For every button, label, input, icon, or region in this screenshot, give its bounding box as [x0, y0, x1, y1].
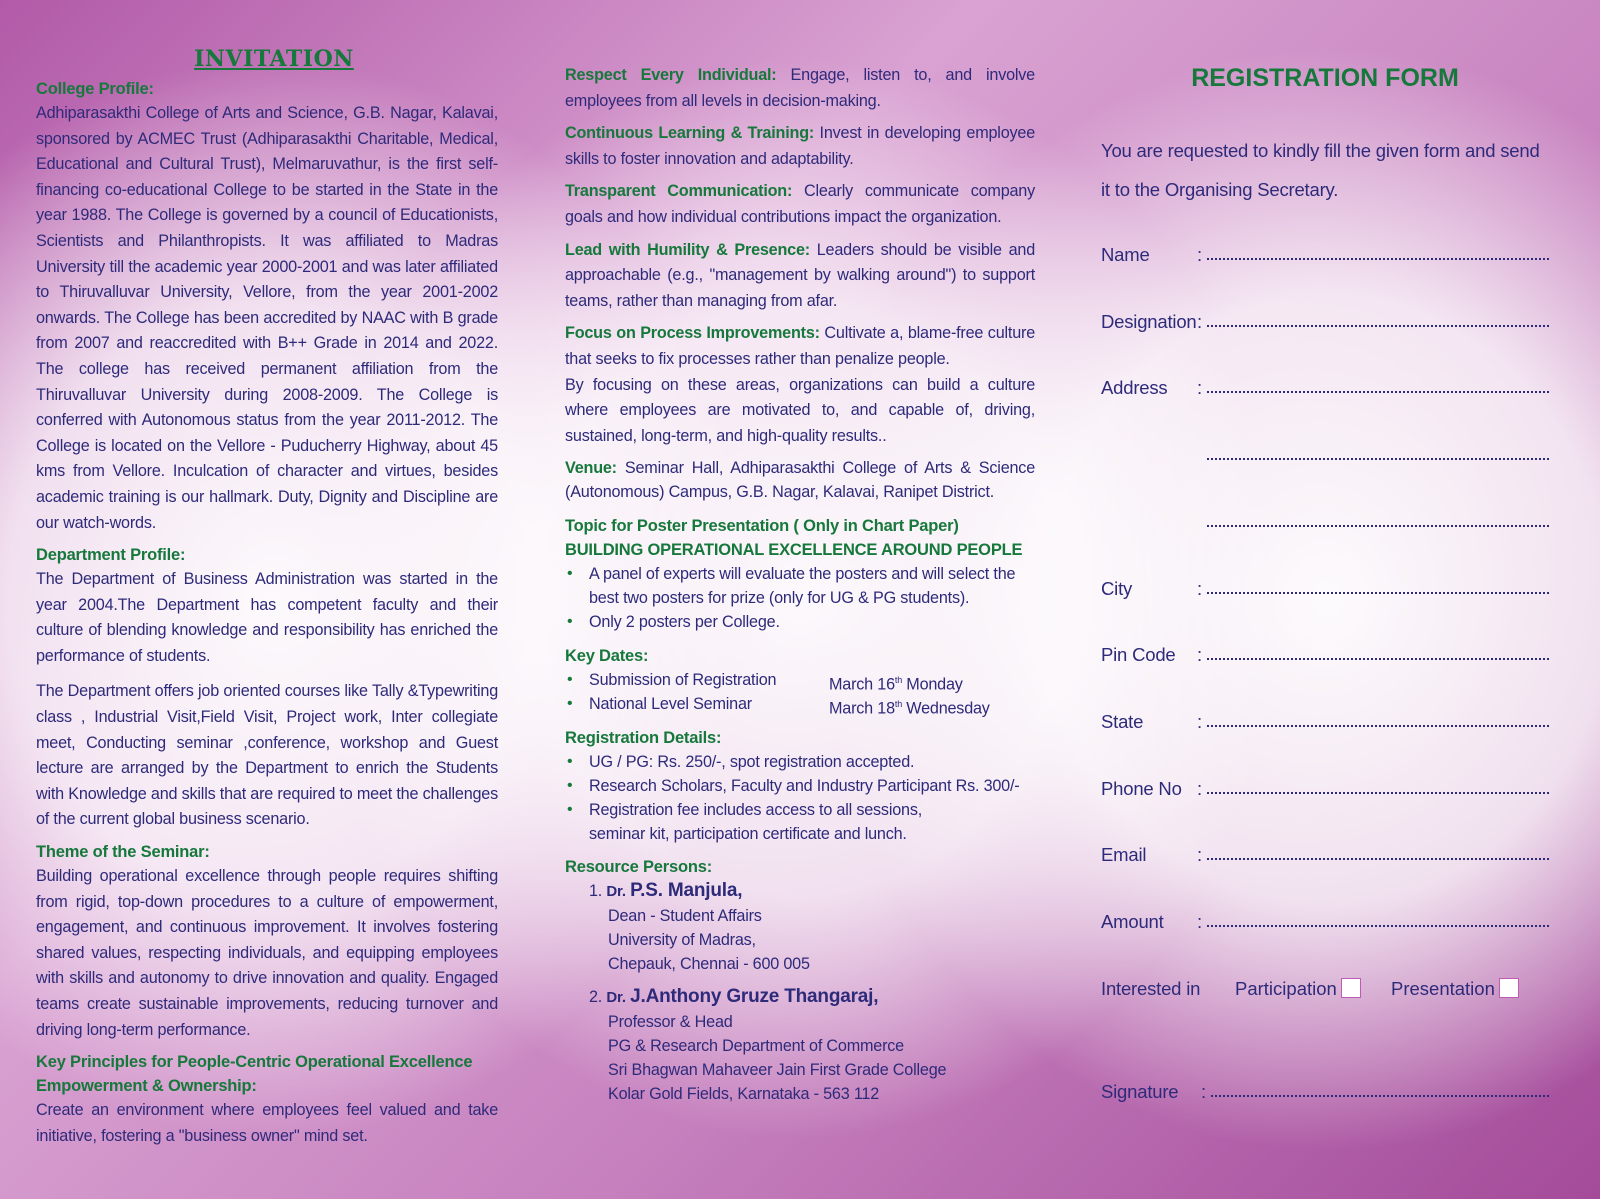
list-item: • A panel of experts will evaluate the posters and will select the best two posters for prize (only for UG & PG students).	[589, 562, 1035, 610]
department-profile-heading: Department Profile:	[36, 546, 186, 565]
empowerment-heading: Empowerment & Ownership:	[36, 1077, 257, 1096]
poster-topic: BUILDING OPERATIONAL EXCELLENCE AROUND PEOPLE	[565, 541, 1023, 560]
college-profile-heading: College Profile:	[36, 80, 154, 98]
email-field[interactable]: Email :	[1101, 844, 1549, 872]
resource-person-1: 1. Dr. P.S. Manjula, Dean - Student Affairs University of Madras, Chepauk, Chennai - 600 005	[589, 880, 810, 974]
registration-details-continued: seminar kit, participation certificate and lunch.	[589, 825, 907, 844]
resource-persons-heading: Resource Persons:	[565, 858, 712, 877]
address-field[interactable]: Address :	[1101, 377, 1549, 405]
principle-communication: Transparent Communication: Clearly communicate company goals and how individual contributions impact the organization.	[565, 182, 1035, 226]
form-intro: You are requested to kindly fill the given form and send it to the Organising Secretary.	[1101, 140, 1540, 200]
key-date-item: • Submission of Registration March 16th Monday	[589, 668, 1035, 692]
theme-text: Building operational excellence through people requires shifting from rigid, top-down procedures to a culture of empowerment, engagement, and continuous improvement. It involves fostering shared values, respecting individuals, and equipping employees with skills and autonomy to drive innovation and quality. Engaged teams create sustainable improvements, reducing turnover and driving long-term performance.	[36, 867, 498, 1039]
poster-heading: Topic for Poster Presentation ( Only in Chart Paper)	[565, 517, 959, 536]
college-profile-text: Adhiparasakthi College of Arts and Science, G.B. Nagar, Kalavai, sponsored by ACMEC Trust (Adhiparasakthi Charitable, Medical, Educational and Cultural Trust), Melmaruvathur, is the first self-financing co-educational College to be started in the State in the year 1988. The College is governed by a council of Educationists, Scientists and Philanthropists. It was affiliated to Madras University till the academic year 2000-2001 and was later affiliated to Thiruvalluvar University, Vellore, from the year 2001-2002 onwards. The College has been accredited by NAAC with B grade from 2007 and reaccredited with B++ Grade in 2014 and 2022. The college has received permanent affiliation from the Thiruvalluvar University during 2008-2009. The College is conferred with Autonomous status from the year 2011-2012. The College is located on the Vellore - Puducherry Highway, about 45 kms from Vellore. Inculcation of character and virtues, besides academic training is our hallmark. Duty, Dignity and Discipline are our watch-words.	[36, 104, 498, 532]
key-dates-list	[565, 668, 1035, 716]
list-item: • Research Scholars, Faculty and Industry Participant Rs. 300/-	[589, 774, 1035, 798]
interest-row	[1101, 978, 1549, 1006]
principle-learning: Continuous Learning & Training: Invest in developing employee skills to foster innovation and adaptability.	[565, 124, 1035, 168]
registration-details-heading: Registration Details:	[565, 729, 722, 748]
principles-heading: Key Principles for People-Centric Operational Excellence	[36, 1053, 473, 1072]
key-date-item: • National Level Seminar March 18th Wednesday	[589, 692, 1035, 716]
list-item: • Only 2 posters per College.	[589, 610, 1035, 634]
department-profile-text-1: The Department of Business Administration was started in the year 2004.The Department has competent faculty and their culture of blending knowledge and responsibility has enriched the performance of students.	[36, 570, 498, 665]
presentation-option[interactable]: Presentation	[1391, 978, 1519, 1000]
empowerment-text: Create an environment where employees feel valued and take initiative, fostering a "business owner" mind set.	[36, 1101, 498, 1145]
address-line-2[interactable]	[1101, 444, 1549, 472]
presentation-checkbox[interactable]	[1499, 978, 1519, 998]
list-item: • Registration fee includes access to all sessions,	[589, 798, 1035, 822]
address-line-3[interactable]	[1101, 511, 1549, 539]
principle-respect: Respect Every Individual: Engage, listen to, and involve employees from all levels in decision-making.	[565, 66, 1035, 110]
name-field[interactable]: Name :	[1101, 244, 1549, 272]
closing-text: By focusing on these areas, organizations can build a culture where employees are motivated to, and capable of, driving, sustained, long-term, and high-quality results..	[565, 375, 1035, 445]
venue: Venue: Seminar Hall, Adhiparasakthi College of Arts & Science (Autonomous) Campus, G.B. Nagar, Kalavai, Ranipet District.	[565, 459, 1035, 502]
state-field[interactable]: State :	[1101, 711, 1549, 739]
registration-details-list	[565, 750, 1035, 822]
signature-field[interactable]: Signature :	[1101, 1081, 1549, 1109]
interested-label: Interested in	[1101, 978, 1201, 999]
principle-humility: Lead with Humility & Presence: Leaders should be visible and approachable (e.g., "management by walking around") to support teams, rather than managing from afar.	[565, 240, 1036, 310]
city-field[interactable]: City :	[1101, 578, 1549, 606]
principle-process: Focus on Process Improvements: Cultivate a, blame-free culture that seeks to fix processes rather than penalize people.	[565, 324, 1035, 368]
key-dates-heading: Key Dates:	[565, 647, 649, 666]
amount-field[interactable]: Amount :	[1101, 911, 1549, 939]
form-title: REGISTRATION FORM	[1191, 64, 1459, 92]
participation-option[interactable]: Participation	[1235, 978, 1361, 1000]
poster-rules	[565, 562, 1035, 634]
theme-heading: Theme of the Seminar:	[36, 843, 210, 862]
participation-checkbox[interactable]	[1341, 978, 1361, 998]
designation-field[interactable]: Designation :	[1101, 311, 1549, 339]
list-item: • UG / PG: Rs. 250/-, spot registration accepted.	[589, 750, 1035, 774]
invitation-title: INVITATION	[194, 46, 354, 72]
phone-field[interactable]: Phone No :	[1101, 778, 1549, 806]
resource-person-2: 2. Dr. J.Anthony Gruze Thangaraj, Professor & Head PG & Research Department of Commerce Sri Bhagwan Mahaveer Jain First Grade College Kolar Gold Fields, Karnataka - 563 112	[589, 986, 947, 1104]
department-profile-text-2: The Department offers job oriented courses like Tally &Typewriting class , Industrial Visit,Field Visit, Project work, Inter collegiate meet, Conducting seminar ,conference, workshop and Guest lecture are arranged by the Department to enrich the Students with Knowledge and skills that are required to meet the challenges of the current global business scenario.	[36, 682, 498, 829]
pincode-field[interactable]: Pin Code :	[1101, 644, 1549, 672]
